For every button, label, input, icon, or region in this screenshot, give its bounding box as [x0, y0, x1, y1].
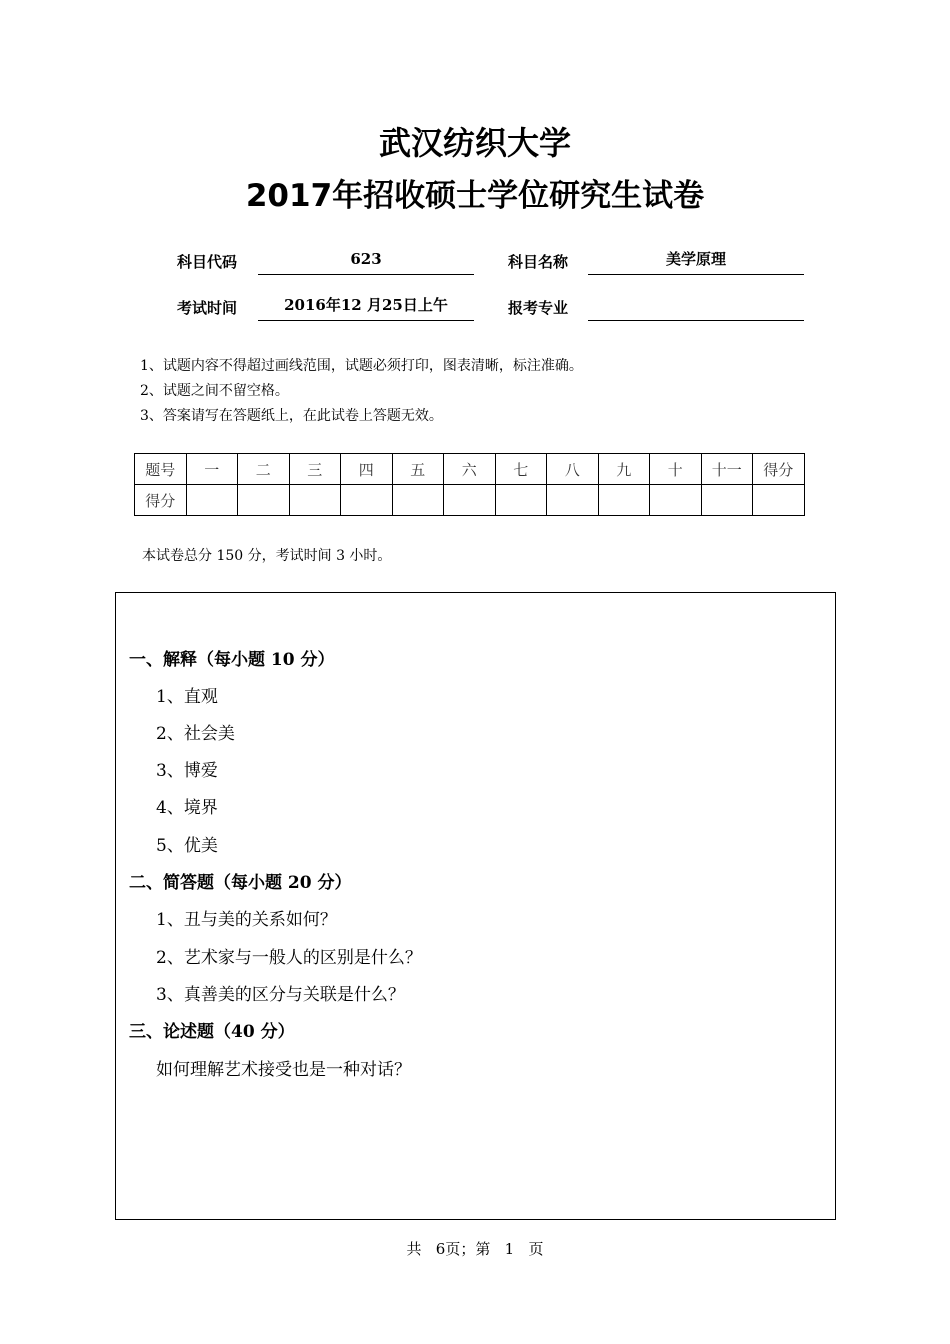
instruction-item: 3、答案请写在答题纸上，在此试卷上答题无效。 [140, 408, 443, 424]
question-item: 2、艺术家与一般人的区别是什么？ [156, 948, 422, 968]
major-label: 报考专业 [508, 299, 569, 317]
exam-summary: 本试卷总分 150 分，考试时间 3 小时。 [142, 548, 392, 564]
score-header-cell: 六 [444, 454, 496, 485]
score-header-cell: 五 [392, 454, 444, 485]
instructions [140, 354, 583, 429]
score-header-cell: 题号 [135, 454, 187, 485]
footer-page-number: 1 [504, 1240, 515, 1258]
subject-code-label: 科目代码 [177, 253, 238, 271]
footer-total-prefix: 共 [406, 1240, 422, 1258]
question-item: 4、境界 [156, 798, 218, 818]
score-cell [547, 485, 599, 516]
section-heading-2: 二、简答题（每小题 20 分） [129, 873, 352, 893]
score-header-cell: 十一 [701, 454, 753, 485]
score-cell [598, 485, 650, 516]
score-cell [444, 485, 496, 516]
question-item: 3、博爱 [156, 761, 218, 781]
score-row-label: 得分 [135, 485, 187, 516]
score-cell [650, 485, 702, 516]
question-item: 1、直观 [156, 687, 218, 707]
score-header-cell: 得分 [753, 454, 805, 485]
page-footer [0, 1238, 950, 1259]
score-header-cell: 八 [547, 454, 599, 485]
score-cell [341, 485, 393, 516]
question-item: 2、社会美 [156, 724, 235, 744]
score-header-cell: 十 [650, 454, 702, 485]
section-heading-3: 三、论述题（40 分） [129, 1022, 295, 1042]
exam-time-value: 2016年12 月25日上午 [258, 290, 474, 321]
score-table-header-row [135, 454, 805, 485]
score-header-cell: 七 [495, 454, 547, 485]
score-header-cell: 二 [238, 454, 290, 485]
score-header-cell: 一 [186, 454, 238, 485]
subject-code-value: 623 [258, 244, 474, 275]
footer-total-pages: 6页； [435, 1240, 476, 1258]
instruction-item: 1、试题内容不得超过画线范围，试题必须打印，图表清晰，标注准确。 [140, 358, 583, 374]
footer-page-suffix: 页 [528, 1240, 544, 1258]
score-cell [495, 485, 547, 516]
score-cell [289, 485, 341, 516]
question-item: 5、优美 [156, 836, 218, 856]
question-item: 3、真善美的区分与关联是什么？ [156, 985, 405, 1005]
footer-page-prefix: 第 [475, 1240, 491, 1258]
score-cell [186, 485, 238, 516]
subject-name-value: 美学原理 [588, 244, 804, 275]
exam-time-label: 考试时间 [177, 299, 238, 317]
score-table-score-row [135, 485, 805, 516]
score-cell [753, 485, 805, 516]
university-title: 武汉纺织大学 [378, 124, 571, 162]
question-item: 如何理解艺术接受也是一种对话？ [156, 1060, 411, 1080]
score-cell [392, 485, 444, 516]
score-table [134, 453, 805, 516]
exam-title: 2017年招收硕士学位研究生试卷 [245, 178, 705, 214]
major-value [588, 290, 804, 321]
question-item: 1、丑与美的关系如何？ [156, 910, 337, 930]
score-cell [238, 485, 290, 516]
section-heading-1: 一、解释（每小题 10 分） [129, 650, 335, 670]
instruction-item: 2、试题之间不留空格。 [140, 383, 289, 399]
score-cell [701, 485, 753, 516]
score-header-cell: 三 [289, 454, 341, 485]
score-header-cell: 四 [341, 454, 393, 485]
subject-name-label: 科目名称 [508, 253, 569, 271]
score-header-cell: 九 [598, 454, 650, 485]
